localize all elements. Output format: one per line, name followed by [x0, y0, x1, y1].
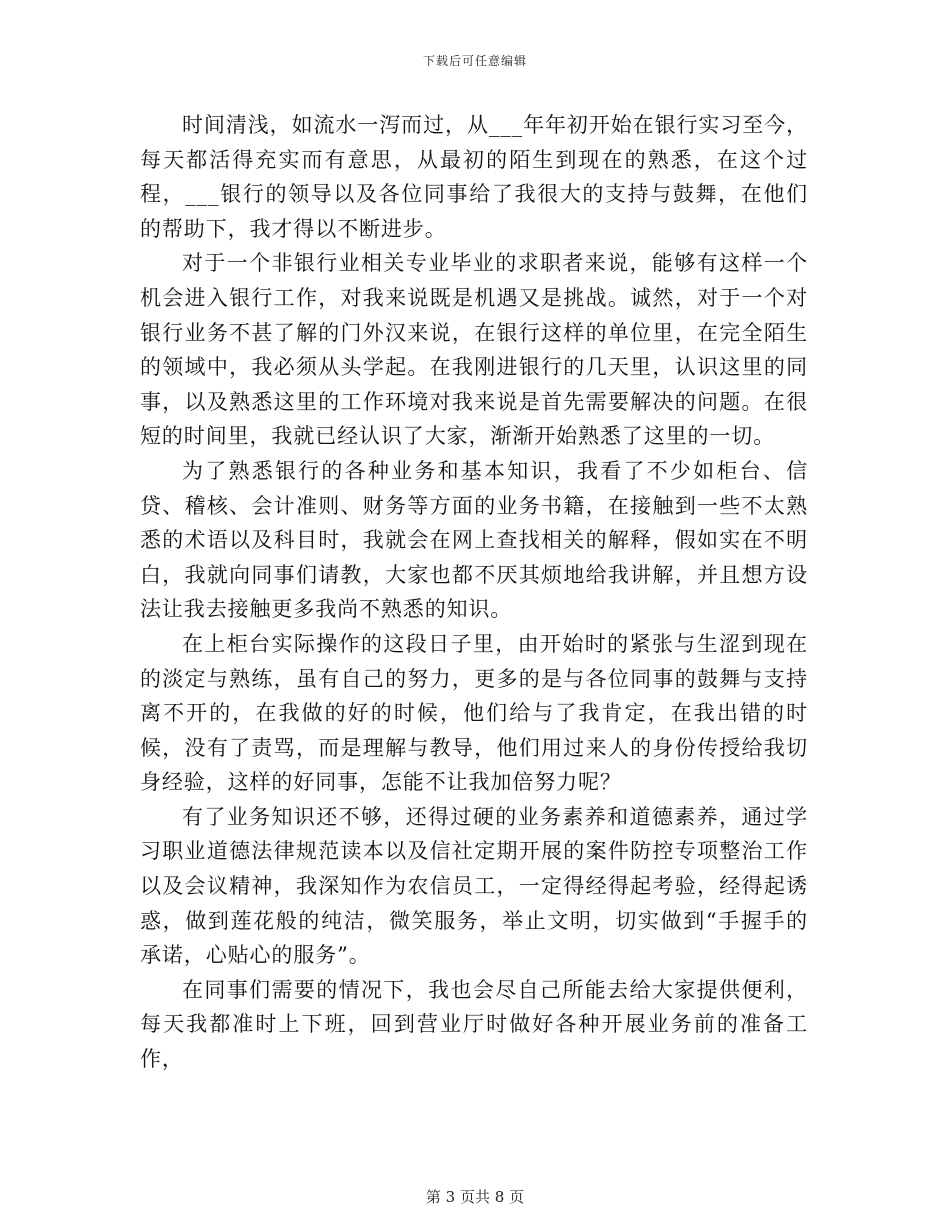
paragraph-6: 在同事们需要的情况下，我也会尽自己所能去给大家提供便利，每天我都准时上下班，回到营业厅时做好各种开展业务前的准备工作， — [140, 977, 808, 1072]
paragraph-2: 对于一个非银行业相关专业毕业的求职者来说，能够有这样一个机会进入银行工作，对我来说既是机遇又是挑战。诚然，对于一个对银行业务不甚了解的门外汉来说，在银行这样的单位里，在完全陌生的领域中，我必须从头学起。在我刚进银行的几天里，认识这里的同事，以及熟悉这里的工作环境对我来说是首先需要解决的问题。在很短的时间里，我就已经认识了大家，渐渐开始熟悉了这里的一切。 — [140, 251, 808, 449]
paragraph-3: 为了熟悉银行的各种业务和基本知识，我看了不少如柜台、信贷、稽核、会计准则、财务等方面的业务书籍，在接触到一些不太熟悉的术语以及科目时，我就会在网上查找相关的解释，假如实在不明白，我就向同事们请教，大家也都不厌其烦地给我讲解，并且想方设法让我去接触更多我尚不熟悉的知识。 — [140, 458, 808, 622]
paragraph-5: 有了业务知识还不够，还得过硬的业务素养和道德素养，通过学习职业道德法律规范读本以及信社定期开展的案件防控专项整治工作以及会议精神，我深知作为农信员工，一定得经得起考验，经得起诱惑，做到莲花般的纯洁，微笑服务，举止文明，切实做到“手握手的承诺，心贴心的服务”。 — [140, 804, 808, 968]
page-number: 第 3 页共 8 页 — [425, 1188, 525, 1206]
page-header-note: 下载后可任意编辑 — [422, 54, 527, 68]
document-body — [140, 108, 808, 1077]
paragraph-4: 在上柜台实际操作的这段日子里，由开始时的紧张与生涩到现在的淡定与熟练，虽有自己的努力，更多的是与各位同事的鼓舞与支持离不开的，在我做的好的时候，他们给与了我肯定，在我出错的时候，没有了责骂，而是理解与教导，他们用过来人的身份传授给我切身经验，这样的好同事，怎能不让我加倍努力呢？ — [140, 631, 808, 795]
paragraph-1: 时间清浅，如流水一泻而过，从___年年初开始在银行实习至今，每天都活得充实而有意思，从最初的陌生到现在的熟悉，在这个过程，___银行的领导以及各位同事给了我很大的支持与鼓舞，在他们的帮助下，我才得以不断进步。 — [140, 113, 808, 241]
